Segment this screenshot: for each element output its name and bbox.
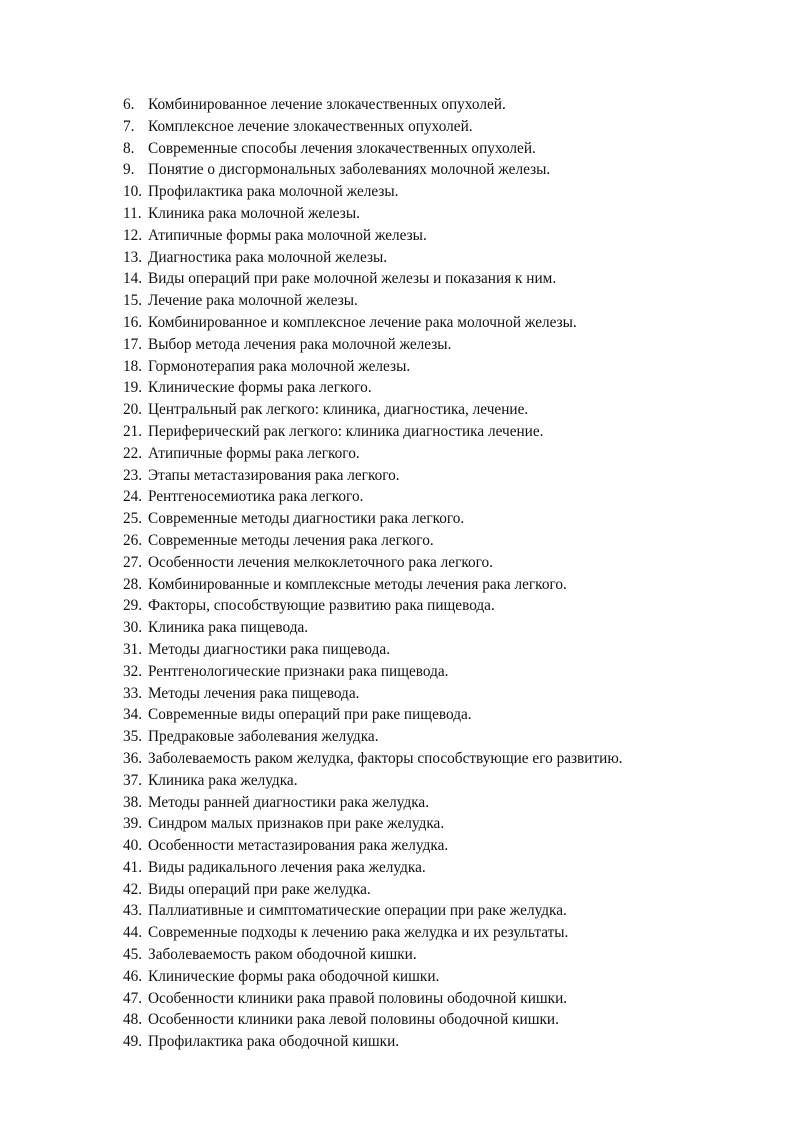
list-item <box>123 290 623 312</box>
list-item-text: Клиника рака желудка. <box>148 771 298 789</box>
list-item <box>123 508 623 530</box>
list-item <box>123 138 623 160</box>
list-item <box>123 944 623 966</box>
list-item <box>123 922 623 944</box>
list-item-text: Комбинированное лечение злокачественных опухолей. <box>148 96 506 113</box>
list-item <box>123 465 623 487</box>
list-item <box>123 203 623 225</box>
list-item-text: Синдром малых признаков при раке желудка. <box>148 815 445 833</box>
list-item-text: Клинические формы рака ободочной кишки. <box>148 967 440 985</box>
list-item-number: 15. <box>123 292 143 310</box>
list-item-number: 38. <box>123 793 143 811</box>
list-item <box>123 704 623 726</box>
list-item <box>123 116 623 138</box>
list-item <box>123 726 623 748</box>
list-item-number: 20. <box>123 401 143 419</box>
list-item-number: 35. <box>123 728 143 746</box>
list-item-text: Виды операций при раке желудка. <box>148 880 371 898</box>
list-item <box>123 356 623 378</box>
list-item-number: 43. <box>123 902 143 920</box>
list-item-text: Особенности клиники рака левой половины ободочной кишки. <box>148 1011 559 1029</box>
list-item-number: 46. <box>123 967 143 985</box>
list-item-number: 23. <box>123 466 143 484</box>
list-item-text: Профилактика рака ободочной кишки. <box>148 1033 400 1051</box>
list-item-text: Факторы, способствующие развитию рака пищевода. <box>148 597 495 615</box>
list-item <box>123 552 623 574</box>
question-list <box>123 94 623 1053</box>
list-item-text: Атипичные формы рака молочной железы. <box>148 226 427 244</box>
list-item <box>123 159 623 181</box>
list-item <box>123 813 623 835</box>
list-item-number: 45. <box>123 946 143 964</box>
list-item-text: Методы диагностики рака пищевода. <box>148 640 391 658</box>
list-item <box>123 617 623 639</box>
list-item-number: 32. <box>123 662 143 680</box>
list-item-text: Заболеваемость раком желудка, факторы способствующие его развитию. <box>148 749 623 767</box>
list-item-number: 10. <box>123 183 143 201</box>
list-item <box>123 574 623 596</box>
list-item-number: 49. <box>123 1033 143 1051</box>
list-item-text: Выбор метода лечения рака молочной железы. <box>148 335 452 353</box>
list-item-number: 18. <box>123 357 143 375</box>
list-item <box>123 486 623 508</box>
list-item <box>123 247 623 269</box>
list-item-text: Современные способы лечения злокачественных опухолей. <box>148 139 536 157</box>
list-item-number: 30. <box>123 619 143 637</box>
list-item-number: 40. <box>123 837 143 855</box>
list-item-text: Клиника рака пищевода. <box>148 619 309 637</box>
list-item <box>123 399 623 421</box>
list-item <box>123 966 623 988</box>
list-item-number: 14. <box>123 270 143 288</box>
list-item <box>123 770 623 792</box>
list-item-number: 41. <box>123 858 143 876</box>
list-item-text: Предраковые заболевания желудка. <box>148 728 379 746</box>
list-item-text: Атипичные формы рака легкого. <box>148 444 360 462</box>
list-item-number: 13. <box>123 248 143 266</box>
list-item-text: Особенности метастазирования рака желудка. <box>148 837 449 855</box>
list-item-number: 25. <box>123 510 143 528</box>
list-item <box>123 334 623 356</box>
list-item-text: Комбинированные и комплексные методы лечения рака легкого. <box>148 575 567 593</box>
list-item-number: 9. <box>123 161 135 179</box>
list-item-text: Методы лечения рака пищевода. <box>148 684 360 702</box>
list-item-text: Этапы метастазирования рака легкого. <box>148 466 400 484</box>
list-item <box>123 835 623 857</box>
list-item <box>123 661 623 683</box>
list-item <box>123 225 623 247</box>
list-item-text: Лечение рака молочной железы. <box>148 292 358 310</box>
list-item-number: 16. <box>123 313 143 331</box>
list-item-number: 19. <box>123 379 143 397</box>
list-item <box>123 988 623 1010</box>
list-item-number: 17. <box>123 335 143 353</box>
list-item-number: 6. <box>123 96 135 113</box>
list-item-number: 7. <box>123 117 135 135</box>
list-item-text: Клинические формы рака легкого. <box>148 379 372 397</box>
list-item-text: Виды операций при раке молочной железы и показания к ним. <box>148 270 557 288</box>
list-item-text: Комбинированное и комплексное лечение рака молочной железы. <box>148 313 577 331</box>
list-item-number: 34. <box>123 706 143 724</box>
list-item-text: Профилактика рака молочной железы. <box>148 183 399 201</box>
list-item-text: Рентгеносемиотика рака легкого. <box>148 488 364 506</box>
list-item-number: 36. <box>123 749 143 767</box>
list-item <box>123 792 623 814</box>
list-item <box>123 1031 623 1053</box>
list-item-text: Комплексное лечение злокачественных опухолей. <box>148 117 473 135</box>
list-item-number: 11. <box>123 204 142 222</box>
list-item-number: 29. <box>123 597 143 615</box>
list-item-text: Паллиативные и симптоматические операции при раке желудка. <box>148 902 567 920</box>
list-item-text: Периферический рак легкого: клиника диагностика лечение. <box>148 422 544 440</box>
list-item <box>123 312 623 334</box>
list-item <box>123 94 623 116</box>
list-item <box>123 181 623 203</box>
list-item-text: Особенности клиники рака правой половины ободочной кишки. <box>148 989 568 1007</box>
list-item <box>123 595 623 617</box>
list-item-number: 42. <box>123 880 143 898</box>
list-item-number: 24. <box>123 488 143 506</box>
list-item-text: Методы ранней диагностики рака желудка. <box>148 793 430 811</box>
list-item-number: 12. <box>123 226 143 244</box>
list-item-text: Современные методы диагностики рака легкого. <box>148 510 465 528</box>
list-item <box>123 900 623 922</box>
list-item-number: 31. <box>123 640 143 658</box>
list-item-text: Клиника рака молочной железы. <box>148 204 360 222</box>
list-item-text: Рентгенологические признаки рака пищевода. <box>148 662 449 680</box>
list-item-number: 47. <box>123 989 143 1007</box>
list-item <box>123 421 623 443</box>
list-item-number: 44. <box>123 924 143 942</box>
list-item <box>123 857 623 879</box>
list-item-text: Заболеваемость раком ободочной кишки. <box>148 946 417 964</box>
list-item-number: 27. <box>123 553 143 571</box>
list-item <box>123 443 623 465</box>
list-item-number: 22. <box>123 444 143 462</box>
list-item-text: Современные подходы к лечению рака желудка и их результаты. <box>148 924 569 942</box>
list-item-text: Диагностика рака молочной железы. <box>148 248 388 266</box>
list-item-number: 8. <box>123 139 135 157</box>
list-item <box>123 377 623 399</box>
list-item-text: Гормонотерапия рака молочной железы. <box>148 357 411 375</box>
list-item-number: 39. <box>123 815 143 833</box>
list-item-text: Виды радикального лечения рака желудка. <box>148 858 426 876</box>
list-item-text: Современные методы лечения рака легкого. <box>148 531 434 549</box>
list-item-text: Центральный рак легкого: клиника, диагностика, лечение. <box>148 401 529 419</box>
list-item <box>123 530 623 552</box>
list-item-text: Особенности лечения мелкоклеточного рака легкого. <box>148 553 494 571</box>
list-item <box>123 639 623 661</box>
list-item <box>123 748 623 770</box>
list-item-number: 28. <box>123 575 143 593</box>
list-item-text: Понятие о дисгормональных заболеваниях молочной железы. <box>148 161 551 179</box>
list-item-number: 21. <box>123 422 143 440</box>
list-item <box>123 268 623 290</box>
list-item-number: 48. <box>123 1011 143 1029</box>
list-item <box>123 683 623 705</box>
list-item-number: 37. <box>123 771 143 789</box>
list-item <box>123 879 623 901</box>
list-item-number: 33. <box>123 684 143 702</box>
list-item-number: 26. <box>123 531 143 549</box>
list-item <box>123 1009 623 1031</box>
list-item-text: Современные виды операций при раке пищевода. <box>148 706 472 724</box>
